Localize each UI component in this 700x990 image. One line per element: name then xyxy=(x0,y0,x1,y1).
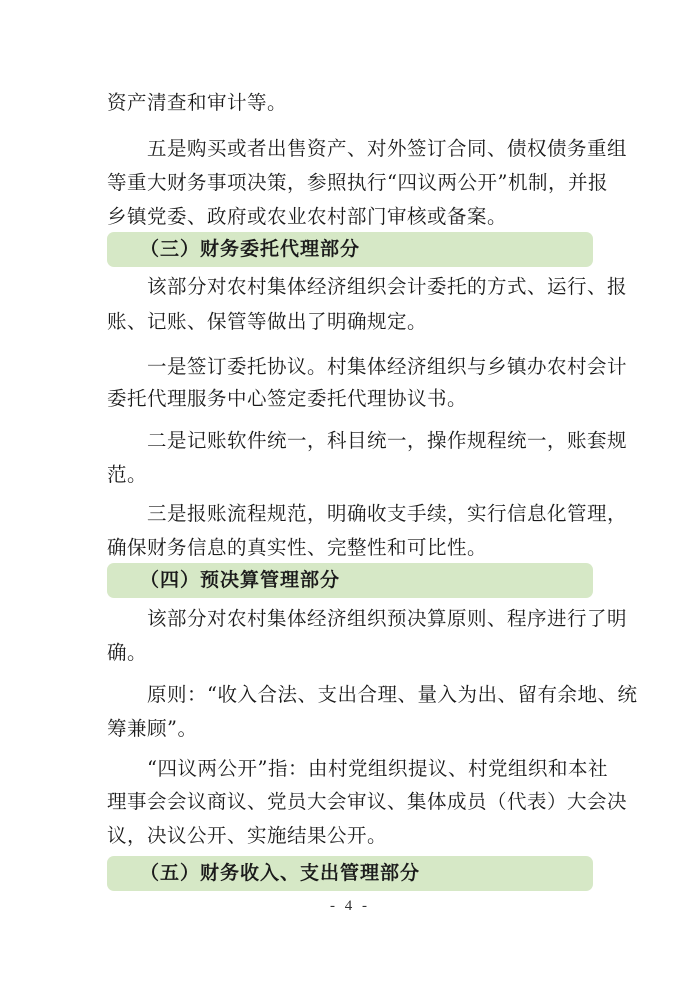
section-heading-band xyxy=(107,232,593,267)
paragraph-line: 五是购买或者出售资产、对外签订合同、债权债务重组 xyxy=(147,137,628,160)
section-heading: （四）预决算管理部分 xyxy=(140,569,341,591)
paragraph-line: 确保财务信息的真实性、完整性和可比性。 xyxy=(107,536,488,559)
page-number: - 4 - xyxy=(330,898,370,914)
section-heading-band xyxy=(107,856,593,891)
paragraph-line: 该部分对农村集体经济组织会计委托的方式、运行、报 xyxy=(147,275,628,298)
paragraph-line: 二是记账软件统一，科目统一，操作规程统一，账套规 xyxy=(147,429,628,452)
paragraph-line: 乡镇党委、政府或农业农村部门审核或备案。 xyxy=(107,205,508,228)
paragraph-line: 该部分对农村集体经济组织预决算原则、程序进行了明 xyxy=(147,607,628,630)
paragraph-line: 账、记账、保管等做出了明确规定。 xyxy=(107,310,428,333)
paragraph-line: 资产清查和审计等。 xyxy=(107,91,288,114)
paragraph-line: 确。 xyxy=(107,641,148,664)
section-heading-band xyxy=(107,563,593,598)
paragraph-line: “四议两公开”指：由村党组织提议、村党组织和本社 xyxy=(147,757,608,780)
paragraph-line: 筹兼顾”。 xyxy=(107,717,198,740)
section-heading: （五）财务收入、支出管理部分 xyxy=(140,862,421,884)
section-heading: （三）财务委托代理部分 xyxy=(140,238,361,260)
paragraph-line: 范。 xyxy=(107,463,148,486)
paragraph-line: 三是报账流程规范，明确收支手续，实行信息化管理， xyxy=(147,502,628,525)
paragraph-line: 原则：“收入合法、支出合理、量入为出、留有余地、统 xyxy=(147,683,638,706)
paragraph-line: 等重大财务事项决策，参照执行“四议两公开”机制，并报 xyxy=(107,171,608,194)
paragraph-line: 一是签订委托协议。村集体经济组织与乡镇办农村会计 xyxy=(147,355,628,378)
paragraph-line: 委托代理服务中心签定委托代理协议书。 xyxy=(107,387,468,410)
paragraph-line: 理事会会议商议、党员大会审议、集体成员（代表）大会决 xyxy=(107,790,628,813)
paragraph-line: 议，决议公开、实施结果公开。 xyxy=(107,824,388,847)
